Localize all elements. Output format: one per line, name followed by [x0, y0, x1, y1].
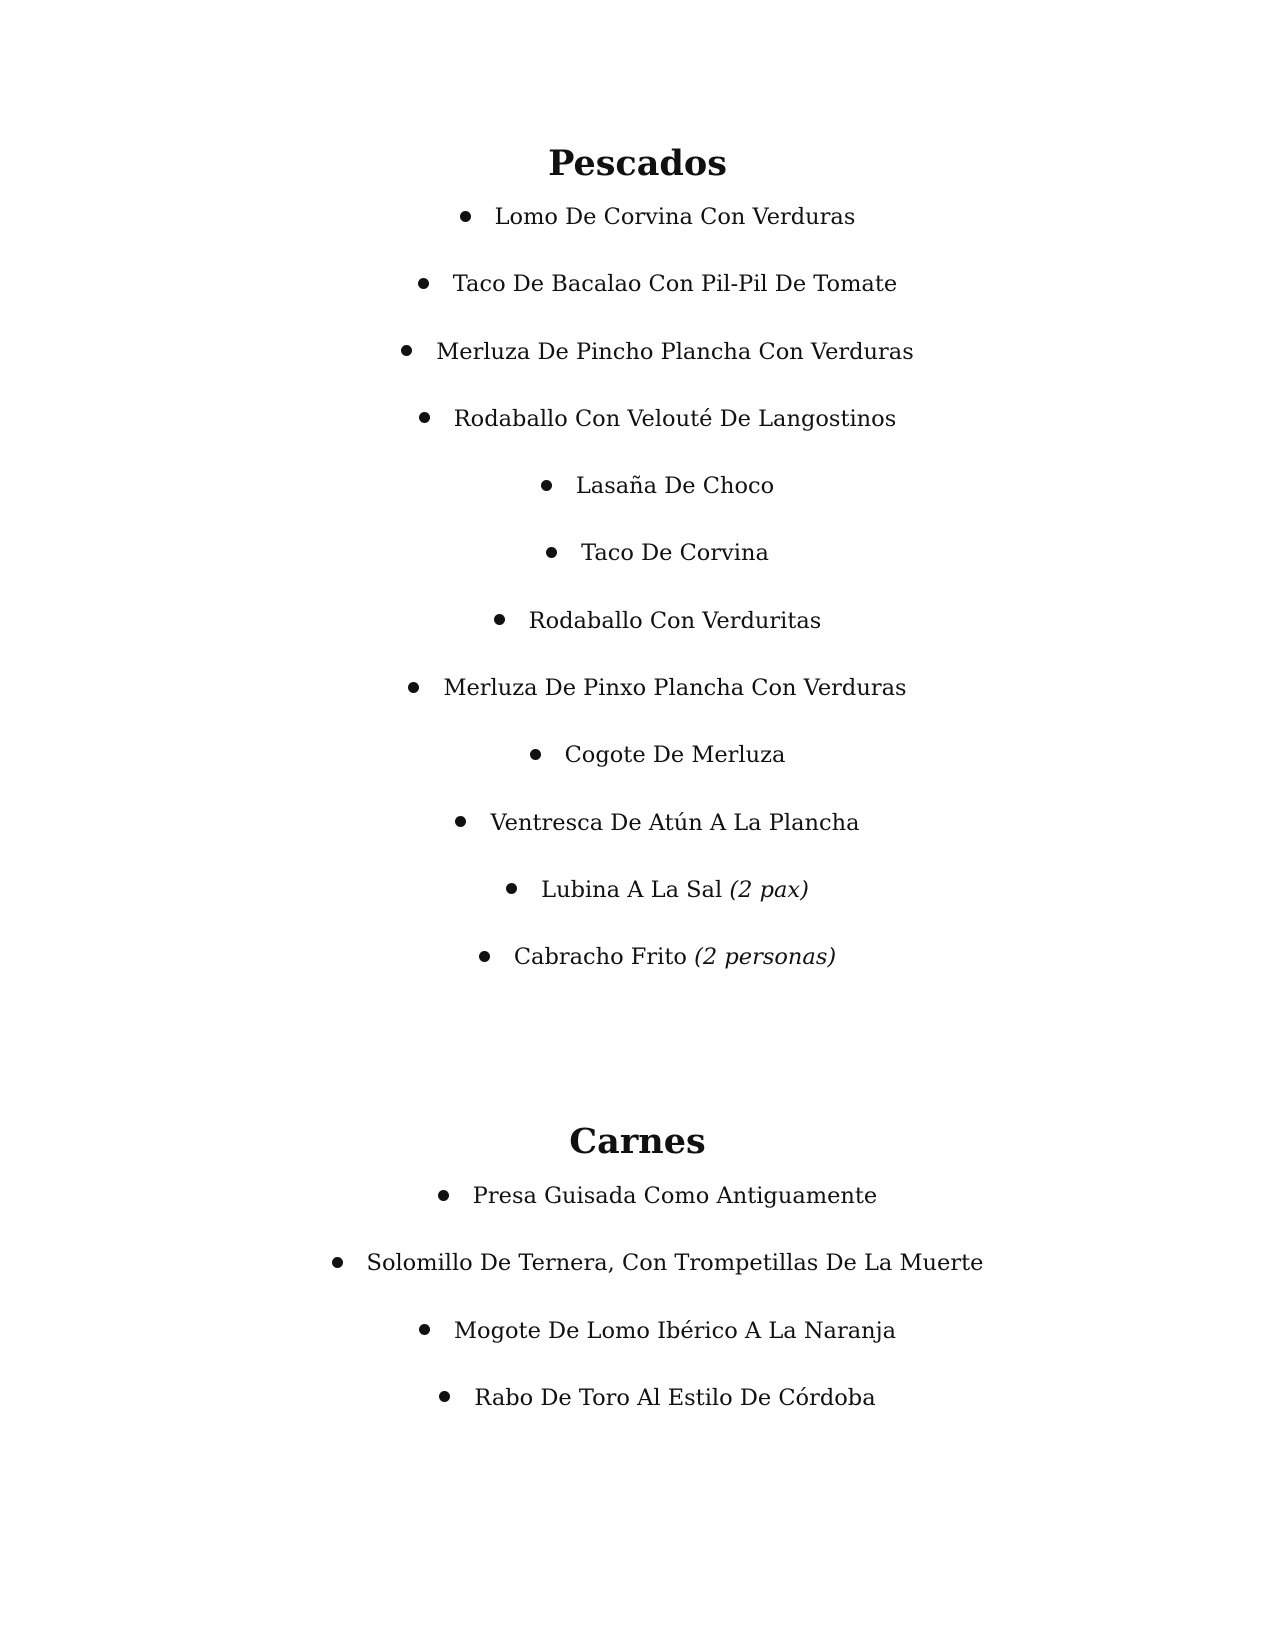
menu-item [0, 538, 1275, 605]
pescados-list [0, 202, 1275, 1010]
menu-item [0, 337, 1275, 404]
menu-item-name: Cabracho Frito [513, 944, 687, 971]
bullet-icon [439, 1391, 450, 1402]
menu-item [0, 1316, 1275, 1383]
menu-item [0, 740, 1275, 807]
bullet-icon [408, 682, 419, 693]
bullet-icon [479, 951, 490, 962]
bullet-icon [438, 1190, 449, 1201]
bullet-icon [418, 278, 429, 289]
section-heading-carnes: Carnes [569, 1121, 706, 1162]
bullet-icon [455, 816, 466, 827]
menu-item-name: Cogote De Merluza [564, 742, 786, 769]
pescados-section [0, 140, 1275, 1010]
bullet-icon [530, 749, 541, 760]
menu-item-name: Merluza De Pincho Plancha Con Verduras [436, 338, 914, 365]
menu-item-name: Rabo De Toro Al Estilo De Córdoba [474, 1384, 876, 1411]
bullet-icon [419, 412, 430, 423]
menu-item-name: Taco De Corvina [581, 540, 769, 567]
menu-item-name: Lasaña De Choco [575, 473, 775, 500]
menu-item-name: Lomo De Corvina Con Verduras [494, 204, 856, 230]
bullet-icon [460, 211, 471, 222]
bullet-icon [401, 345, 412, 356]
menu-item [0, 1181, 1275, 1248]
bullet-icon [494, 614, 505, 625]
menu-item [0, 942, 1275, 1009]
menu-item [0, 1248, 1275, 1315]
menu-item [0, 202, 1275, 269]
carnes-section [0, 1118, 1275, 1450]
menu-item-name: Merluza De Pinxo Plancha Con Verduras [443, 675, 907, 702]
menu-item [0, 471, 1275, 538]
menu-item-name: Solomillo De Ternera, Con Trompetillas De La Muerte [366, 1250, 984, 1277]
menu-item-name: Mogote De Lomo Ibérico A La Naranja [454, 1317, 896, 1344]
bullet-icon [419, 1324, 430, 1335]
bullet-icon [506, 883, 517, 894]
menu-item [0, 404, 1275, 471]
menu-item [0, 269, 1275, 336]
bullet-icon [541, 480, 552, 491]
menu-item-name: Rodaballo Con Verduritas [528, 607, 822, 634]
menu-item [0, 673, 1275, 740]
menu-item [0, 1383, 1275, 1450]
menu-item-name: Taco De Bacalao Con Pil-Pil De Tomate [452, 271, 898, 298]
menu-item-note: (2 personas) [694, 944, 837, 971]
menu-item [0, 808, 1275, 875]
carnes-list [0, 1181, 1275, 1450]
bullet-icon [546, 547, 557, 558]
menu-item-name: Lubina A La Sal [541, 876, 723, 903]
menu-item-name: Presa Guisada Como Antiguamente [472, 1183, 878, 1209]
menu-item-name: Rodaballo Con Velouté De Langostinos [453, 405, 897, 432]
menu-item-name: Ventresca De Atún A La Plancha [490, 809, 860, 836]
menu-item-note: (2 pax) [729, 876, 809, 903]
menu-item [0, 875, 1275, 942]
bullet-icon [332, 1257, 343, 1268]
menu-item [0, 606, 1275, 673]
section-heading-pescados: Pescados [548, 143, 727, 184]
